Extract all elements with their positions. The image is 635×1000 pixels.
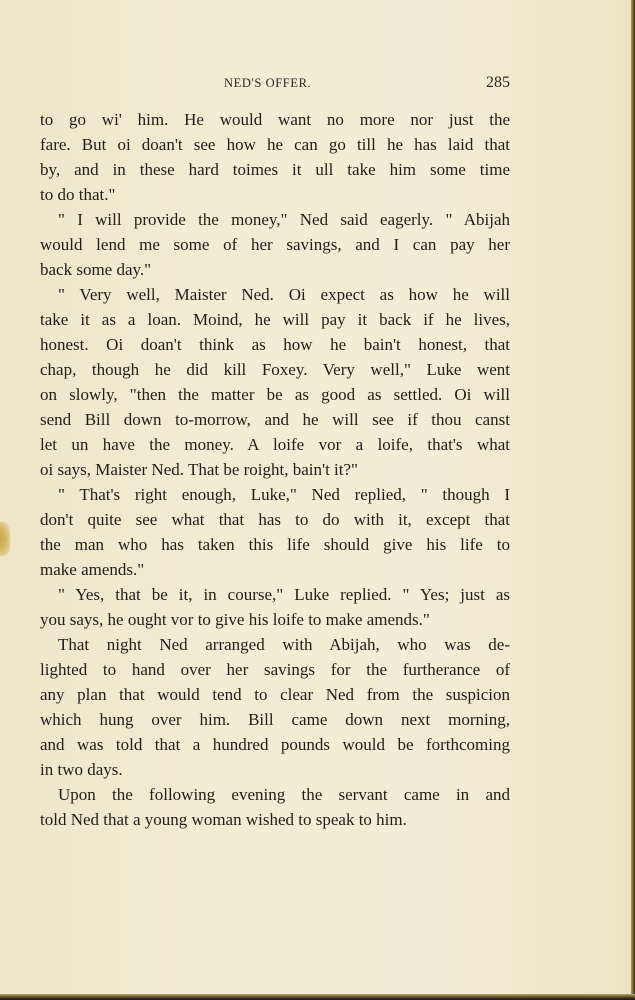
text-line: told Ned that a young woman wished to speak to him. bbox=[40, 810, 407, 829]
text-line: " Very well, Maister Ned. Oi expect as how he will bbox=[58, 285, 510, 304]
text-line: make amends." bbox=[40, 560, 145, 579]
text-line: Upon the following evening the servant came in and bbox=[58, 785, 510, 804]
page-stain bbox=[0, 522, 10, 556]
running-head: NED'S OFFER. bbox=[224, 76, 312, 90]
text-line: back some day." bbox=[40, 260, 152, 279]
text-line: to do that." bbox=[40, 185, 116, 204]
text-line: and was told that a hundred pounds would be forthcoming bbox=[40, 735, 510, 754]
text-line: by, and in these hard toimes it ull take him some time bbox=[40, 160, 510, 179]
text-line: That night Ned arranged with Abijah, who was de- bbox=[58, 635, 510, 654]
body-text bbox=[40, 107, 510, 832]
text-line: take it as a loan. Moind, he will pay it back if he lives, bbox=[40, 310, 510, 329]
text-line: on slowly, "then the matter be as good as settled. Oi will bbox=[40, 385, 510, 404]
text-line: which hung over him. Bill came down next morning, bbox=[40, 710, 510, 729]
text-line: you says, he ought vor to give his loife to make amends." bbox=[40, 610, 430, 629]
page-number: 285 bbox=[486, 74, 510, 91]
text-line: " That's right enough, Luke," Ned replied, " though I bbox=[58, 485, 510, 504]
text-line: " I will provide the money," Ned said eagerly. " Abijah bbox=[58, 210, 510, 229]
page-edge-right bbox=[631, 0, 635, 1000]
text-line: let un have the money. A loife vor a loife, that's what bbox=[40, 435, 510, 454]
text-line: don't quite see what that has to do with it, except that bbox=[40, 510, 510, 529]
text-line: honest. Oi doan't think as how he bain't honest, that bbox=[40, 335, 510, 354]
text-line: chap, though he did kill Foxey. Very well," Luke went bbox=[40, 360, 510, 379]
text-line: in two days. bbox=[40, 760, 123, 779]
text-line: to go wi' him. He would want no more nor just the bbox=[40, 110, 510, 129]
text-line: oi says, Maister Ned. That be roight, bain't it?" bbox=[40, 460, 358, 479]
text-line: send Bill down to-morrow, and he will see if thou canst bbox=[40, 410, 510, 429]
text-line: " Yes, that be it, in course," Luke replied. " Yes; just as bbox=[58, 585, 510, 604]
page-edge-bottom bbox=[0, 994, 635, 1000]
page-header bbox=[40, 74, 510, 96]
text-line: lighted to hand over her savings for the furtherance of bbox=[40, 660, 510, 679]
text-line: fare. But oi doan't see how he can go till he has laid that bbox=[40, 135, 510, 154]
text-line: the man who has taken this life should give his life to bbox=[40, 535, 510, 554]
text-line: any plan that would tend to clear Ned from the suspicion bbox=[40, 685, 510, 704]
text-line: would lend me some of her savings, and I can pay her bbox=[40, 235, 510, 254]
